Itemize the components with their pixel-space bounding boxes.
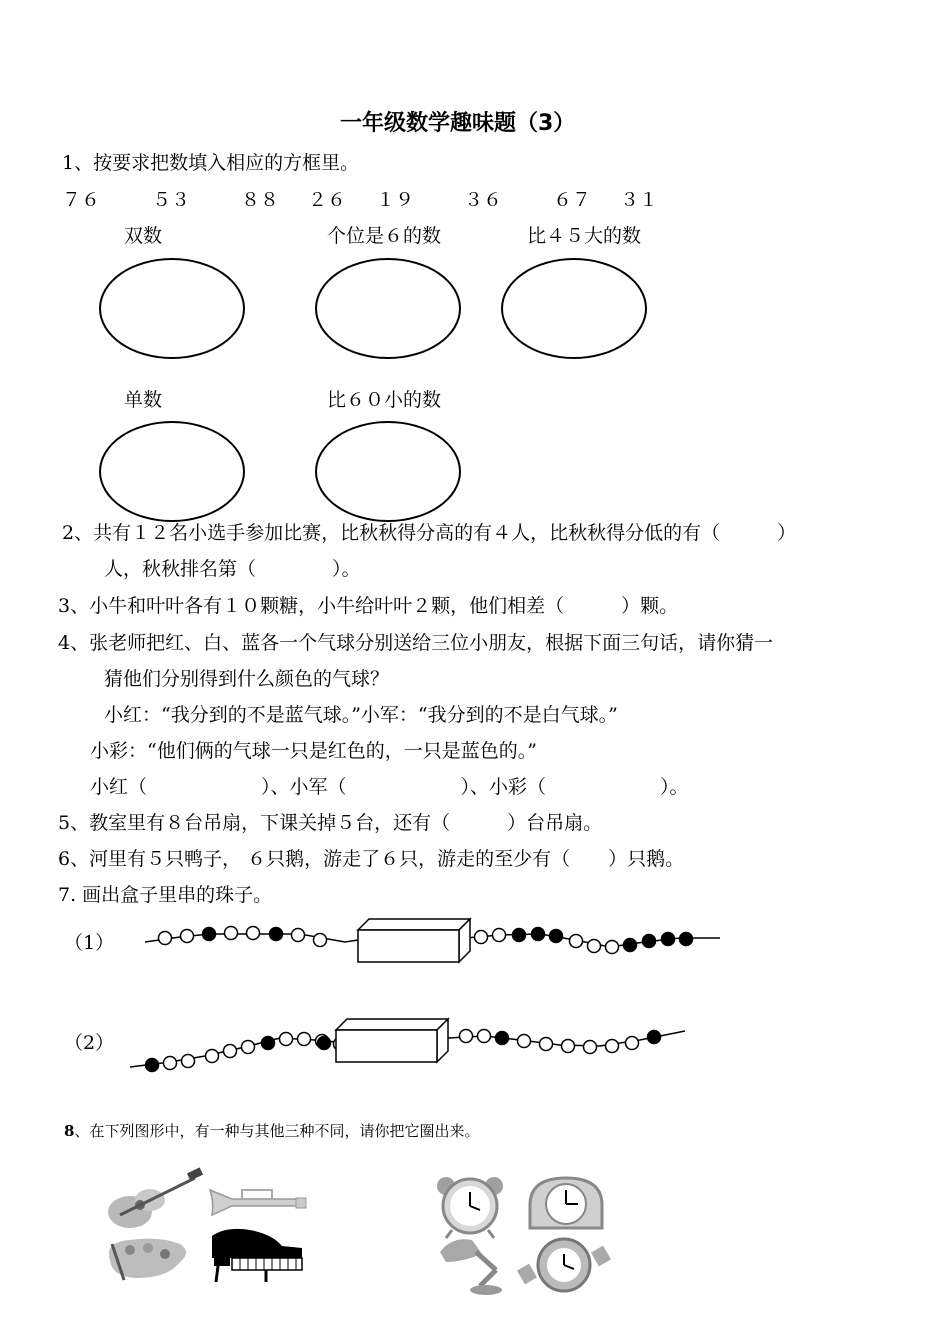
hollow-bead <box>562 1040 575 1053</box>
category-label-ones-six: 个位是６的数 <box>327 225 442 247</box>
desk-lamp-icon[interactable] <box>440 1239 502 1295</box>
number-item: ３６ <box>464 189 503 211</box>
bead-group-row-1-left <box>159 927 327 947</box>
question-2-line2: 人，秋秋排名第（ ）。 <box>104 558 361 580</box>
filled-bead <box>643 935 656 948</box>
question-2-line1: 2、共有１２名小选手参加比赛，比秋秋得分高的有４人，比秋秋得分低的有（ ） <box>62 522 797 544</box>
hollow-bead <box>247 927 260 940</box>
hollow-bead <box>314 934 327 947</box>
hollow-bead <box>588 940 601 953</box>
hollow-bead <box>292 929 305 942</box>
number-item: ３１ <box>620 189 659 211</box>
hollow-bead <box>225 927 238 940</box>
palette-icon[interactable] <box>109 1239 186 1280</box>
bead-row-1-label: （1） <box>64 932 115 954</box>
hollow-bead <box>182 1055 195 1068</box>
filled-bead <box>550 930 563 943</box>
piano-icon[interactable] <box>212 1229 302 1282</box>
question-8-body: 、在下列图形中，有一种与其他三种不同，请你把它圈出来。 <box>74 1122 480 1140</box>
category-label-less-60: 比６０小的数 <box>327 389 442 411</box>
wristwatch-icon[interactable] <box>517 1239 611 1291</box>
hollow-bead <box>242 1041 255 1054</box>
hollow-bead <box>518 1035 531 1048</box>
question-4-line5: 小红（ ）、小军（ ）、小彩（ ）。 <box>90 776 689 798</box>
question-8-text <box>64 1120 479 1142</box>
filled-bead <box>270 928 283 941</box>
question-7-text: 7. 画出盒子里串的珠子。 <box>58 884 273 906</box>
hollow-bead <box>280 1033 293 1046</box>
number-item: １９ <box>376 189 415 211</box>
trumpet-icon[interactable] <box>210 1190 306 1215</box>
hollow-bead <box>626 1037 639 1050</box>
question-3-text: 3、小牛和叶叶各有１０颗糖，小牛给叶叶２颗，他们相差（ ）颗。 <box>58 595 679 617</box>
hollow-bead <box>540 1038 553 1051</box>
hollow-bead <box>570 935 583 948</box>
number-item: ７６ <box>62 189 101 211</box>
filled-bead <box>496 1032 509 1045</box>
filled-bead <box>680 933 693 946</box>
hollow-bead <box>493 929 506 942</box>
hollow-bead <box>606 941 619 954</box>
hollow-bead <box>298 1033 311 1046</box>
alarm-clock-icon[interactable] <box>437 1177 503 1238</box>
number-item: ５３ <box>152 189 191 211</box>
filled-bead <box>662 933 675 946</box>
filled-bead <box>203 928 216 941</box>
number-item: ６７ <box>553 189 592 211</box>
hollow-bead <box>475 931 488 944</box>
page-title: 一年级数学趣味题（3） <box>340 111 576 136</box>
filled-bead <box>648 1031 661 1044</box>
category-label-greater-45: 比４５大的数 <box>527 225 642 247</box>
guitar-icon[interactable] <box>108 1167 203 1228</box>
bead-row-2-label: （2） <box>64 1032 115 1054</box>
hollow-bead <box>224 1045 237 1058</box>
hollow-bead <box>584 1041 597 1054</box>
filled-bead <box>146 1059 159 1072</box>
filled-bead <box>532 928 545 941</box>
number-item: ２６ <box>308 189 347 211</box>
question-6-text: 6、河里有５只鸭子， ６只鹅，游走了６只，游走的至少有（ ）只鹅。 <box>58 848 685 870</box>
hollow-bead <box>164 1057 177 1070</box>
question-4-line1: 4、张老师把红、白、蓝各一个气球分别送给三位小朋友，根据下面三句话，请你猜一 <box>58 632 774 654</box>
number-item: ８８ <box>241 189 280 211</box>
hollow-bead <box>606 1040 619 1053</box>
bead-box-row-1 <box>358 919 470 962</box>
filled-bead <box>624 939 637 952</box>
hollow-bead <box>159 932 172 945</box>
bead-box-row-2 <box>336 1019 448 1062</box>
hollow-bead <box>478 1030 491 1043</box>
hollow-bead <box>181 930 194 943</box>
category-label-odd: 单数 <box>124 389 163 411</box>
question-4-line3: 小红：“我分到的不是蓝气球。”小军：“我分到的不是白气球。” <box>104 704 618 726</box>
hollow-bead <box>206 1050 219 1063</box>
bead-group-row-2-right <box>460 1030 661 1054</box>
hollow-bead <box>460 1030 473 1043</box>
question-4-line2: 猜他们分别得到什么颜色的气球？ <box>104 668 390 690</box>
filled-bead <box>262 1037 275 1050</box>
filled-bead <box>318 1037 331 1050</box>
question-4-line4: 小彩：“他们俩的气球一只是红色的，一只是蓝色的。” <box>90 740 537 762</box>
category-label-even: 双数 <box>124 225 163 247</box>
filled-bead <box>513 929 526 942</box>
bead-group-row-2-left <box>146 1033 347 1072</box>
question-1-text: 1、按要求把数填入相应的方框里。 <box>62 152 360 174</box>
wall-clock-icon[interactable] <box>530 1178 602 1228</box>
question-5-text: 5、教室里有８台吊扇，下课关掉５台，还有（ ）台吊扇。 <box>58 812 603 834</box>
question-8-number: 8 <box>64 1122 75 1140</box>
